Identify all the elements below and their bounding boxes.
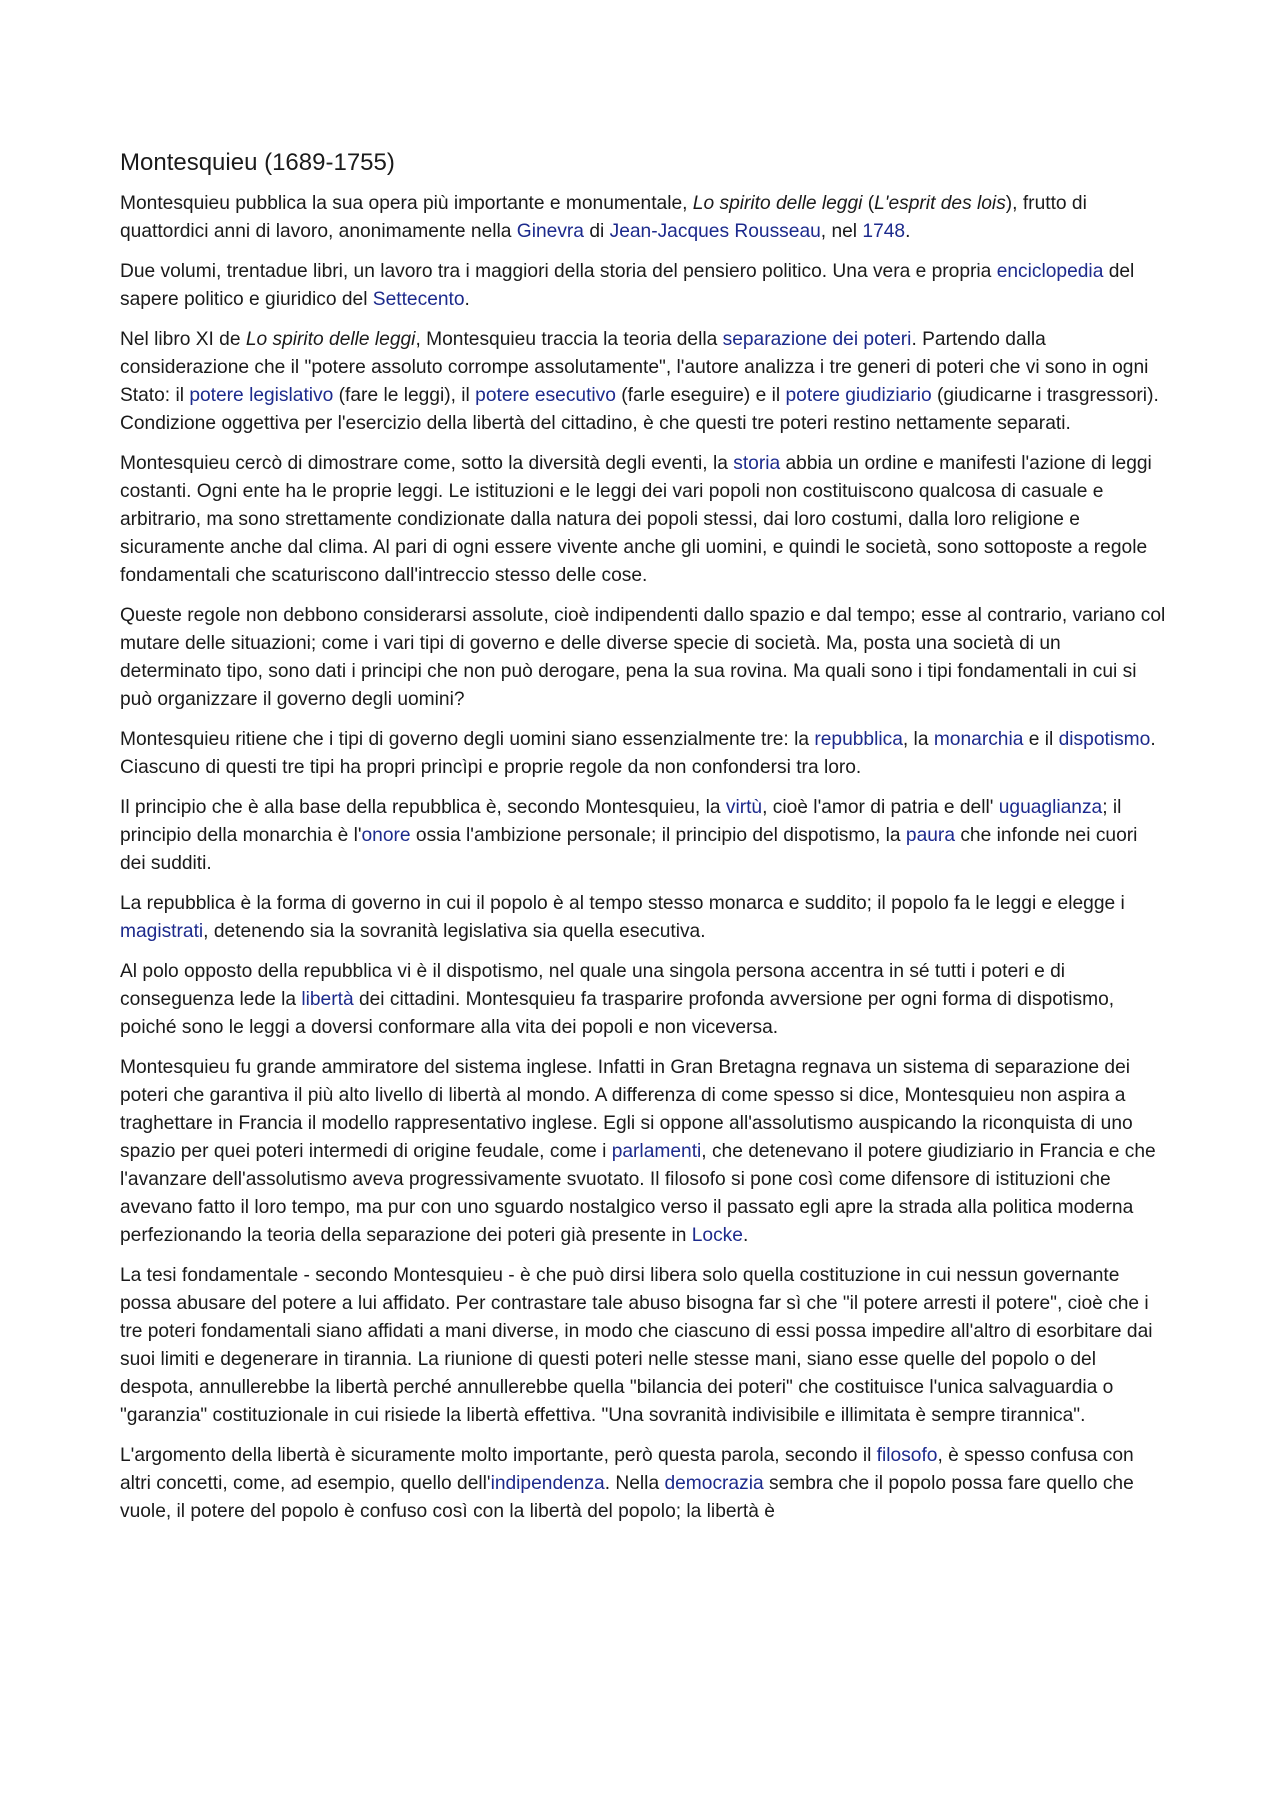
- paragraph-3: [120, 326, 1166, 438]
- link-virtu[interactable]: virtù: [725, 797, 763, 818]
- text: (giudicarne i trasgressori). Condizione oggettiva per l'esercizio della libertà del cittadino, è che questi tre poteri restino nettamente separati.: [120, 385, 1159, 434]
- text: , la: [902, 729, 934, 750]
- text: Montesquieu pubblica la sua opera più importante e monumentale,: [120, 193, 693, 214]
- text: , Montesquieu traccia la teoria della: [415, 329, 723, 350]
- link-paura[interactable]: paura: [905, 825, 955, 846]
- paragraph-1: [120, 190, 1166, 246]
- text: ossia l'ambizione personale; il principio del dispotismo, la: [410, 825, 906, 846]
- paragraph-2: [120, 258, 1166, 314]
- text: , nel: [820, 221, 863, 242]
- text: Al polo opposto della repubblica vi è il dispotismo, nel quale una singola persona accentra in sé tutti i poteri e di conseguenza lede la: [120, 961, 1066, 1010]
- text: Montesquieu ritiene che i tipi di governo degli uomini siano essenzialmente tre: la: [120, 729, 815, 750]
- text: Queste regole non debbono considerarsi assolute, cioè indipendenti dallo spazio e dal tempo; esse al contrario, variano col mutare delle situazioni; come i vari tipi di governo e delle diverse specie di società. Ma, posta una società di un determinato tipo, sono dati i principi che non può derogare, pena la sua rovina. Ma quali sono i tipi fondamentali in cui si può organizzare il governo degli uomini?: [120, 605, 1166, 710]
- link-parlamenti[interactable]: parlamenti: [611, 1141, 702, 1162]
- text: Nel libro XI de: [120, 329, 246, 350]
- text: .: [905, 221, 911, 242]
- link-enciclopedia[interactable]: enciclopedia: [996, 261, 1104, 282]
- paragraph-6: [120, 726, 1166, 782]
- link-magistrati[interactable]: magistrati: [120, 921, 204, 942]
- link-settecento[interactable]: Settecento: [372, 289, 465, 310]
- text: del sapere politico e giuridico del: [120, 261, 1135, 310]
- link-filosofo[interactable]: filosofo: [876, 1445, 938, 1466]
- text: Due volumi, trentadue libri, un lavoro tra i maggiori della storia del pensiero politico. Una vera e propria: [120, 261, 997, 282]
- text: L'argomento della libertà è sicuramente molto importante, però questa parola, secondo il: [120, 1445, 877, 1466]
- paragraph-10: [120, 1054, 1166, 1250]
- text: Montesquieu cercò di dimostrare come, sotto la diversità degli eventi, la: [120, 453, 734, 474]
- text: (: [862, 193, 875, 214]
- text: Il principio che è alla base della repubblica è, secondo Montesquieu, la: [120, 797, 726, 818]
- link-potere-esecutivo[interactable]: potere esecutivo: [475, 385, 616, 406]
- text: .: [1150, 729, 1156, 750]
- text: .: [464, 289, 470, 310]
- italic-title: Lo spirito delle leggi: [245, 329, 416, 350]
- paragraph-8: [120, 890, 1166, 946]
- link-liberta[interactable]: libertà: [301, 989, 354, 1010]
- text: Ciascuno di questi tre tipi ha propri princìpi e proprie regole da non confondersi tra loro.: [120, 757, 862, 778]
- link-uguaglianza[interactable]: uguaglianza: [998, 797, 1103, 818]
- paragraph-11: [120, 1262, 1166, 1430]
- text: La tesi fondamentale - secondo Montesquieu - è che può dirsi libera solo quella costituzione in cui nessun governante possa abusare del potere a lui affidato. Per contrastare tale abuso bisogna far sì che "il potere arresti il potere", cioè che i tre poteri fondamentali siano affidati a mani diverse, in modo che ciascuno di essi possa impedire all'altro di esorbitare dai suoi limiti e degenerare in tirannia. La riunione di questi poteri nelle stesse mani, siano esse quelle del popolo o del despota, annullerebbe la libertà perché annullerebbe quella "bilancia dei poteri" che costituisce l'unica salvaguardia o "garanzia" costituzionale in cui risiede la libertà effettiva. "Una sovranità indivisibile e illimitata è sempre tirannica".: [120, 1265, 1153, 1426]
- italic-title: L'esprit des lois: [874, 193, 1006, 214]
- link-ginevra[interactable]: Ginevra: [516, 221, 584, 242]
- link-dispotismo[interactable]: dispotismo: [1058, 729, 1151, 750]
- text: La repubblica è la forma di governo in cui il popolo è al tempo stesso monarca e suddito; il popolo fa le leggi e elegge i: [120, 893, 1125, 914]
- text: . Partendo dalla considerazione che il "potere assoluto corrompe assolutamente", l'autore analizza i tre generi di poteri che vi sono in ogni Stato: il: [120, 329, 1149, 406]
- document-page: [120, 148, 1166, 1538]
- text: ; il principio della monarchia è l': [120, 797, 1122, 846]
- text: . Nella: [604, 1473, 665, 1494]
- text: e il: [1023, 729, 1059, 750]
- text: , che detenevano il potere giudiziario in Francia e che l'avanzare dell'assolutismo aveva progressivamente svuotato. Il filosofo si pone così come difensore di istituzioni che avevano fatto il loro tempo, ma pur con uno sguardo nostalgico verso il passato egli apre la strada alla politica moderna perfezionando la teoria della separazione dei poteri già presente in: [120, 1141, 1156, 1246]
- text: Montesquieu fu grande ammiratore del sistema inglese. Infatti in Gran Bretagna regnava un sistema di separazione dei poteri che garantiva il più alto livello di libertà al mondo. A differenza di come spesso si dice, Montesquieu non aspira a traghettare in Francia il modello rappresentativo inglese. Egli si oppone all'assolutismo auspicando la riconquista di uno spazio per quei poteri intermedi di origine feudale, come i: [120, 1057, 1133, 1162]
- paragraph-5: [120, 602, 1166, 714]
- link-potere-legislativo[interactable]: potere legislativo: [189, 385, 334, 406]
- text: (farle eseguire) e il: [615, 385, 786, 406]
- link-indipendenza[interactable]: indipendenza: [490, 1473, 605, 1494]
- link-rousseau[interactable]: Jean-Jacques Rousseau: [609, 221, 821, 242]
- text: ), frutto di quattordici anni di lavoro, anonimamente nella: [120, 193, 1087, 242]
- text: , cioè l'amor di patria e dell': [762, 797, 999, 818]
- text: abbia un ordine e manifesti l'azione di leggi costanti. Ogni ente ha le proprie leggi. Le istituzioni e le leggi dei vari popoli non costituiscono qualcosa di casuale e arbitrario, ma sono strettamente condizionate dalla natura dei popoli stessi, dai loro costumi, dalla loro religione e sicuramente anche dal clima. Al pari di ogni essere vivente anche gli uomini, e quindi le società, sono sottoposte a regole fondamentali che scaturiscono dall'intreccio stesso delle cose.: [120, 453, 1152, 586]
- text: sembra che il popolo possa fare quello che vuole, il potere del popolo è confuso così con la libertà del popolo; la libertà è: [120, 1473, 1134, 1522]
- text: .: [742, 1225, 749, 1246]
- text: , è spesso confusa con altri concetti, come, ad esempio, quello dell': [120, 1445, 1134, 1494]
- link-repubblica[interactable]: repubblica: [814, 729, 903, 750]
- text: , detenendo sia la sovranità legislativa sia quella esecutiva.: [203, 921, 706, 942]
- text: di: [583, 221, 610, 242]
- link-democrazia[interactable]: democrazia: [664, 1473, 764, 1494]
- link-separazione-dei-poteri[interactable]: separazione dei poteri: [722, 329, 912, 350]
- text: (fare le leggi), il: [333, 385, 476, 406]
- link-locke[interactable]: Locke: [691, 1225, 743, 1246]
- link-onore[interactable]: onore: [361, 825, 411, 846]
- link-potere-giudiziario[interactable]: potere giudiziario: [785, 385, 932, 406]
- link-1748[interactable]: 1748: [862, 221, 906, 242]
- link-storia[interactable]: storia: [733, 453, 781, 474]
- paragraph-7: [120, 794, 1166, 878]
- page-title: Montesquieu (1689-1755): [120, 149, 395, 176]
- paragraph-4: [120, 450, 1166, 590]
- paragraph-12: [120, 1442, 1166, 1526]
- paragraph-9: [120, 958, 1166, 1042]
- text: dei cittadini. Montesquieu fa trasparire profonda avversione per ogni forma di dispotismo, poiché sono le leggi a doversi conformare alla vita dei popoli e non viceversa.: [120, 989, 1115, 1038]
- italic-title: Lo spirito delle leggi: [692, 193, 863, 214]
- link-monarchia[interactable]: monarchia: [933, 729, 1024, 750]
- text: che infonde nei cuori dei sudditi.: [120, 825, 1138, 874]
